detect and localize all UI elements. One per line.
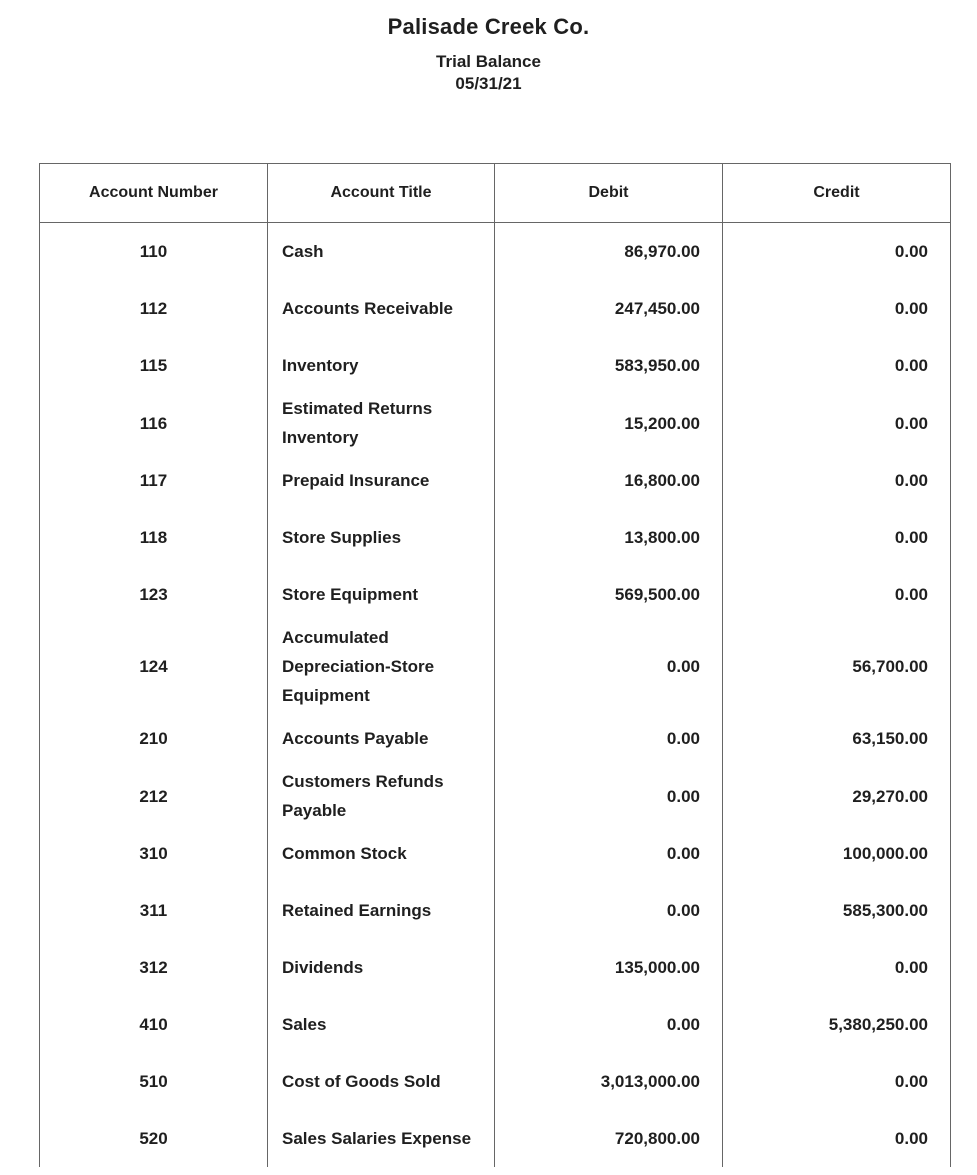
credit-amount: 0.00 — [723, 337, 951, 394]
account-title: Accumulated Depreciation-Store Equipment — [268, 623, 495, 710]
report-title: Trial Balance — [436, 52, 541, 71]
table-row — [40, 509, 951, 566]
account-title: Sales — [268, 996, 495, 1053]
debit-amount: 0.00 — [495, 996, 723, 1053]
account-number: 124 — [40, 623, 268, 710]
account-number: 510 — [40, 1053, 268, 1110]
account-number: 212 — [40, 767, 268, 825]
debit-amount: 0.00 — [495, 767, 723, 825]
account-number: 310 — [40, 825, 268, 882]
table-row — [40, 566, 951, 623]
credit-amount: 0.00 — [723, 1110, 951, 1167]
account-number: 110 — [40, 223, 268, 281]
debit-amount: 720,800.00 — [495, 1110, 723, 1167]
credit-amount: 5,380,250.00 — [723, 996, 951, 1053]
debit-amount: 0.00 — [495, 623, 723, 710]
account-title: Prepaid Insurance — [268, 452, 495, 509]
table-row — [40, 623, 951, 710]
account-title: Accounts Receivable — [268, 280, 495, 337]
credit-amount: 100,000.00 — [723, 825, 951, 882]
credit-amount: 63,150.00 — [723, 710, 951, 767]
credit-amount: 56,700.00 — [723, 623, 951, 710]
account-title: Inventory — [268, 337, 495, 394]
credit-amount: 0.00 — [723, 509, 951, 566]
column-header-credit: Credit — [723, 164, 951, 223]
debit-amount: 3,013,000.00 — [495, 1053, 723, 1110]
account-number: 410 — [40, 996, 268, 1053]
debit-amount: 16,800.00 — [495, 452, 723, 509]
table-row — [40, 337, 951, 394]
account-number: 520 — [40, 1110, 268, 1167]
credit-amount: 0.00 — [723, 566, 951, 623]
column-header-account-number: Account Number — [40, 164, 268, 223]
table-row — [40, 939, 951, 996]
debit-amount: 0.00 — [495, 825, 723, 882]
account-number: 117 — [40, 452, 268, 509]
column-header-debit: Debit — [495, 164, 723, 223]
table-row — [40, 452, 951, 509]
debit-amount: 86,970.00 — [495, 223, 723, 281]
account-number: 312 — [40, 939, 268, 996]
account-number: 116 — [40, 394, 268, 452]
table-row — [40, 1110, 951, 1167]
debit-amount: 0.00 — [495, 710, 723, 767]
account-title: Store Equipment — [268, 566, 495, 623]
table-row — [40, 825, 951, 882]
account-title: Dividends — [268, 939, 495, 996]
credit-amount: 0.00 — [723, 394, 951, 452]
account-number: 112 — [40, 280, 268, 337]
company-name: Palisade Creek Co. — [387, 14, 590, 39]
table-row — [40, 767, 951, 825]
table-row — [40, 394, 951, 452]
table-row — [40, 996, 951, 1053]
account-title: Retained Earnings — [268, 882, 495, 939]
table-row — [40, 710, 951, 767]
credit-amount: 0.00 — [723, 939, 951, 996]
account-number: 115 — [40, 337, 268, 394]
table-row — [40, 882, 951, 939]
debit-amount: 583,950.00 — [495, 337, 723, 394]
account-number: 123 — [40, 566, 268, 623]
account-title: Store Supplies — [268, 509, 495, 566]
debit-amount: 13,800.00 — [495, 509, 723, 566]
account-number: 118 — [40, 509, 268, 566]
account-title: Cash — [268, 223, 495, 281]
table-row — [40, 223, 951, 281]
account-number: 311 — [40, 882, 268, 939]
account-title: Estimated Returns Inventory — [268, 394, 495, 452]
credit-amount: 29,270.00 — [723, 767, 951, 825]
account-title: Accounts Payable — [268, 710, 495, 767]
credit-amount: 0.00 — [723, 1053, 951, 1110]
credit-amount: 0.00 — [723, 223, 951, 281]
table-row — [40, 1053, 951, 1110]
credit-amount: 0.00 — [723, 452, 951, 509]
credit-amount: 0.00 — [723, 280, 951, 337]
credit-amount: 585,300.00 — [723, 882, 951, 939]
debit-amount: 0.00 — [495, 882, 723, 939]
table-header-row — [40, 164, 951, 223]
debit-amount: 569,500.00 — [495, 566, 723, 623]
account-number: 210 — [40, 710, 268, 767]
table-row — [40, 280, 951, 337]
debit-amount: 247,450.00 — [495, 280, 723, 337]
debit-amount: 15,200.00 — [495, 394, 723, 452]
account-title: Common Stock — [268, 825, 495, 882]
account-title: Cost of Goods Sold — [268, 1053, 495, 1110]
debit-amount: 135,000.00 — [495, 939, 723, 996]
column-header-account-title: Account Title — [268, 164, 495, 223]
report-date: 05/31/21 — [455, 74, 522, 93]
account-title: Sales Salaries Expense — [268, 1110, 495, 1167]
trial-balance-table — [39, 163, 951, 1167]
account-title: Customers Refunds Payable — [268, 767, 495, 825]
